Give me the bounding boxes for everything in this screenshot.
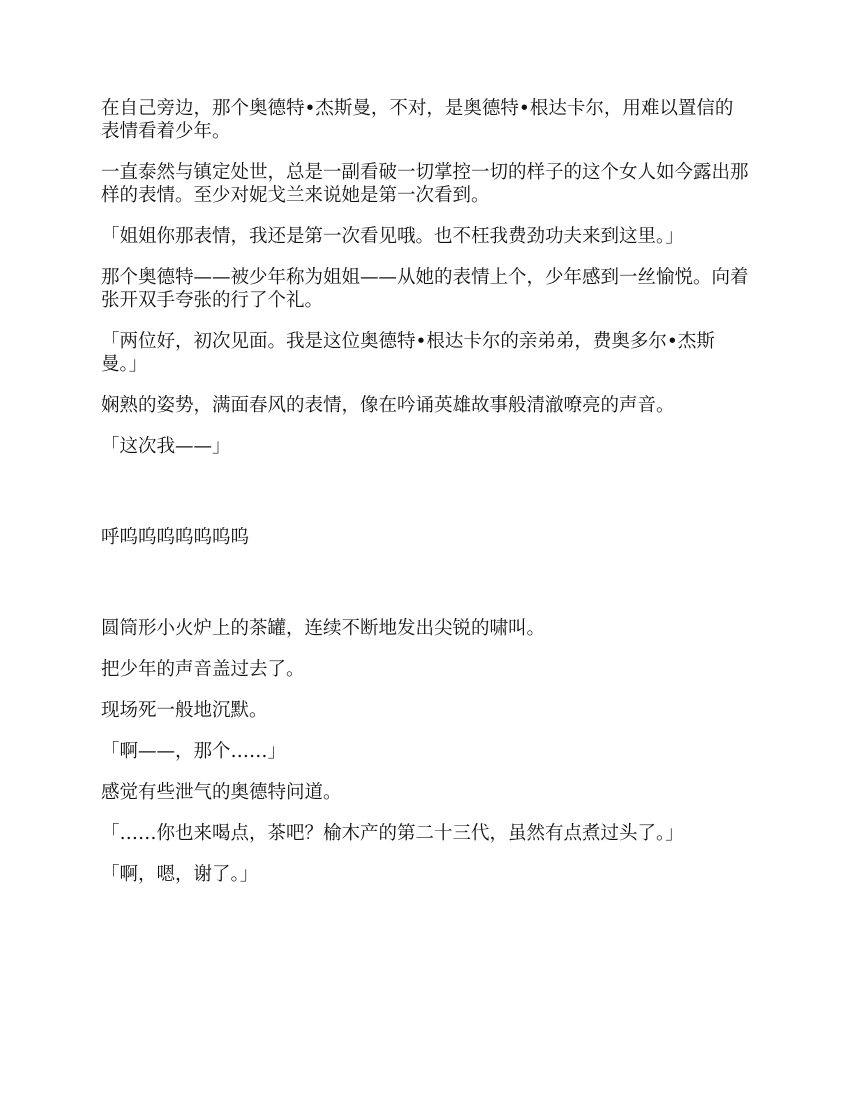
paragraph: 圆筒形小火炉上的茶罐，连续不断地发出尖锐的啸叫。: [101, 618, 546, 639]
paragraph: 「这次我——」: [101, 436, 231, 457]
paragraph: 那个奥德特——被少年称为姐姐——从她的表情上个，少年感到一丝愉悦。向着张开双手夸张的行了个礼。: [101, 267, 749, 311]
document-body: [101, 97, 751, 904]
paragraph: 「姐姐你那表情，我还是第一次看见哦。也不枉我费劲功夫来到这里。」: [101, 226, 684, 247]
paragraph: 「啊——，那个……」: [101, 741, 287, 762]
sound-effect-line: 呼呜呜呜呜呜呜呜: [101, 527, 250, 548]
section-gap: [101, 567, 751, 617]
paragraph: 感觉有些泄气的奥德特问道。: [101, 782, 342, 803]
paragraph: 把少年的声音盖过去了。: [101, 659, 305, 680]
paragraph: 「两位好，初次见面。我是这位奥德特•根达卡尔的亲弟弟，费奥多尔•杰斯曼。」: [101, 331, 715, 375]
paragraph: 在自己旁边，那个奥德特•杰斯曼，不对，是奥德特•根达卡尔，用难以置信的表情看着少年。: [101, 98, 734, 142]
paragraph: 现场死一般地沉默。: [101, 700, 268, 721]
paragraph: 「啊，嗯，谢了。」: [101, 864, 259, 885]
paragraph: 娴熟的姿势，满面春风的表情，像在吟诵英雄故事般清澈嘹亮的声音。: [101, 395, 675, 416]
paragraph: 「……你也来喝点，茶吧？榆木产的第二十三代，虽然有点煮过头了。」: [101, 823, 684, 844]
paragraph: 一直泰然与镇定处世，总是一副看破一切掌控一切的样子的这个女人如今露出那样的表情。至少对妮戈兰来说她是第一次看到。: [101, 162, 749, 206]
section-gap: [101, 476, 751, 526]
